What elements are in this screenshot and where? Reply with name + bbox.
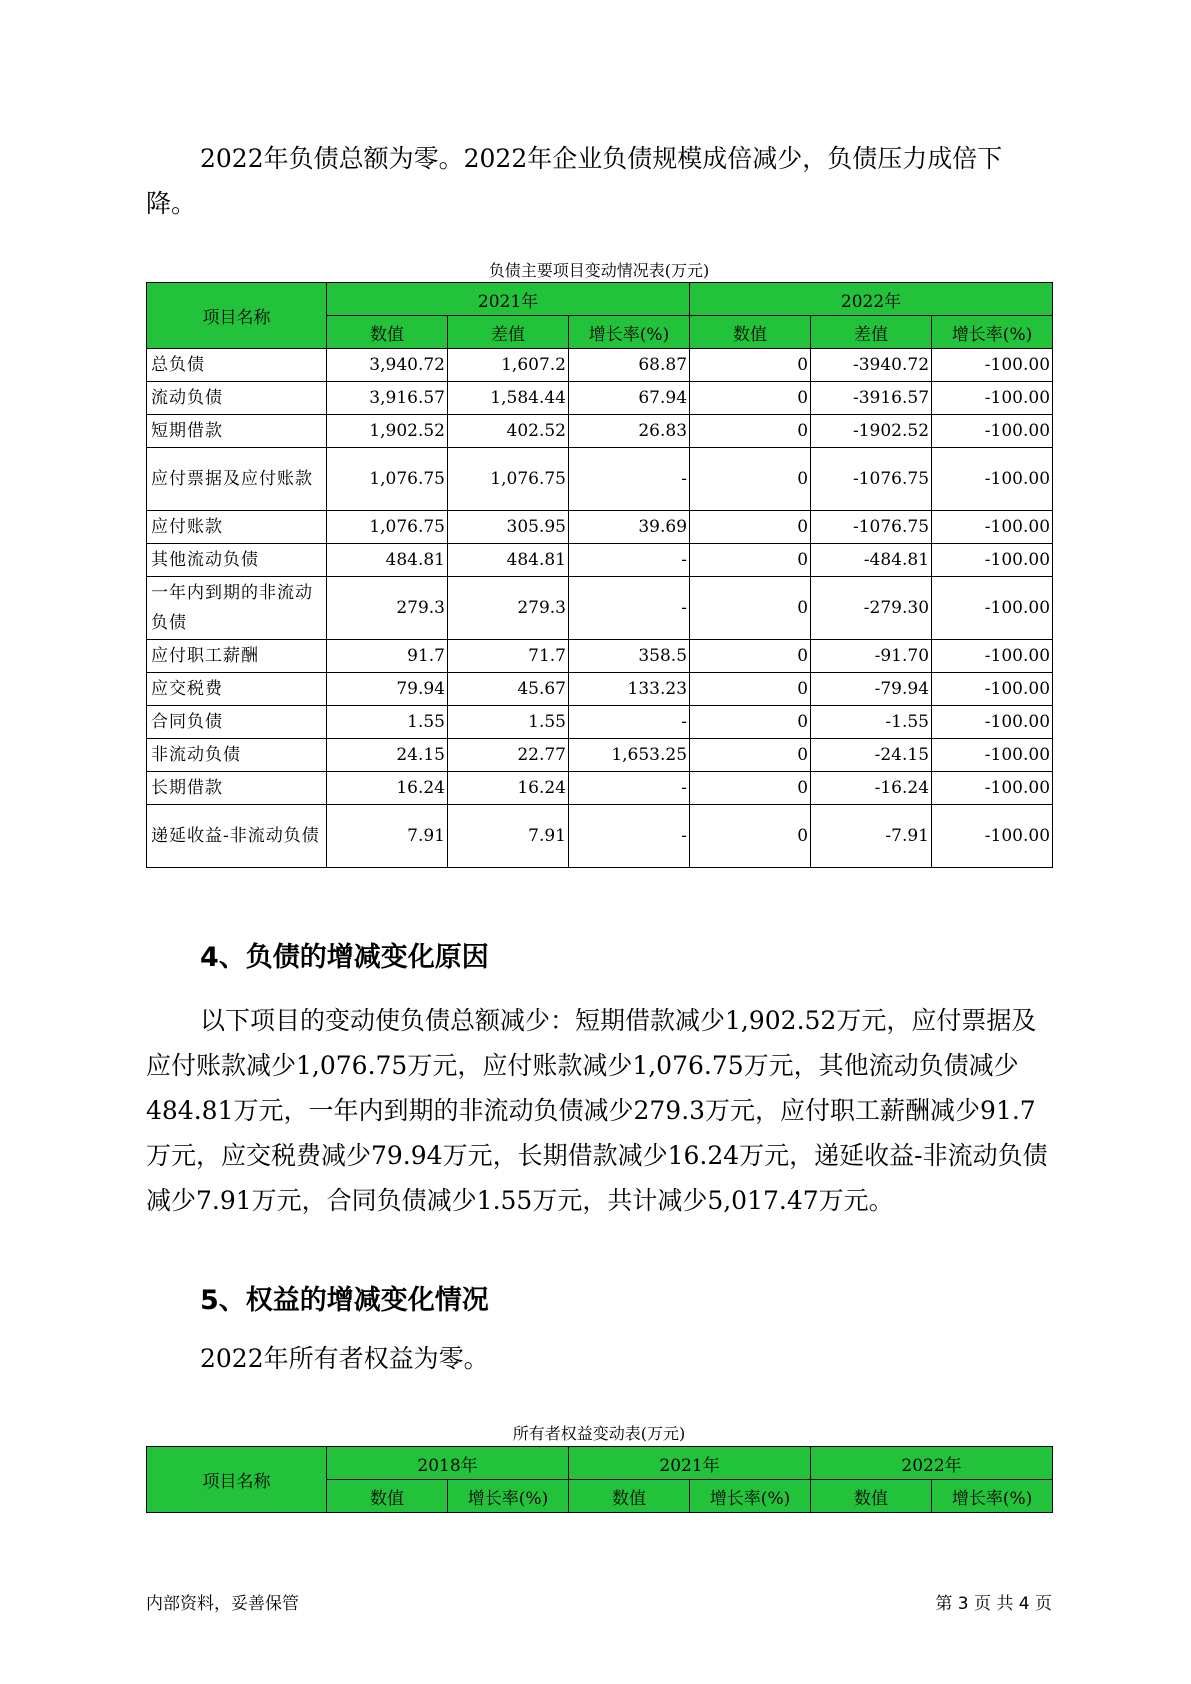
table-row <box>147 772 1053 805</box>
sub-header: 数值 <box>327 316 448 349</box>
sub-header: 差值 <box>811 316 932 349</box>
table-cell: - <box>569 577 690 640</box>
section-5-body: 2022年所有者权益为零。 <box>200 1344 489 1373</box>
table-cell: 0 <box>690 349 811 382</box>
table-cell: - <box>569 772 690 805</box>
row-item-name: 应交税费 <box>147 673 327 706</box>
sub-header: 差值 <box>448 316 569 349</box>
table-cell: 0 <box>690 739 811 772</box>
section-5-heading: 5、权益的增减变化情况 <box>200 1285 489 1316</box>
row-item-name: 其他流动负债 <box>147 544 327 577</box>
table-cell: -100.00 <box>932 577 1053 640</box>
footer-page-number: 第 3 页 共 4 页 <box>935 1594 1052 1614</box>
sub-header: 增长率(%) <box>932 1480 1053 1513</box>
table-row <box>147 805 1053 868</box>
table-cell: -100.00 <box>932 640 1053 673</box>
table-cell: -100.00 <box>932 805 1053 868</box>
table-cell: 79.94 <box>327 673 448 706</box>
table-cell: -100.00 <box>932 544 1053 577</box>
table-cell: 16.24 <box>448 772 569 805</box>
table-cell: - <box>569 448 690 511</box>
year-header-2018: 2018年 <box>327 1447 569 1480</box>
table-cell: - <box>569 544 690 577</box>
table-cell: 1,076.75 <box>327 448 448 511</box>
table-cell: 484.81 <box>448 544 569 577</box>
row-item-name: 合同负债 <box>147 706 327 739</box>
table-row <box>147 382 1053 415</box>
item-name-header: 项目名称 <box>147 283 327 349</box>
table-cell: -1.55 <box>811 706 932 739</box>
table-cell: 45.67 <box>448 673 569 706</box>
table-cell: -100.00 <box>932 739 1053 772</box>
row-item-name: 短期借款 <box>147 415 327 448</box>
table-cell: 7.91 <box>448 805 569 868</box>
sub-header: 增长率(%) <box>448 1480 569 1513</box>
table-cell: -1902.52 <box>811 415 932 448</box>
table-row <box>147 577 1053 640</box>
table-cell: -100.00 <box>932 706 1053 739</box>
table-cell: 133.23 <box>569 673 690 706</box>
table-cell: -3940.72 <box>811 349 932 382</box>
liability-table <box>146 282 1053 868</box>
table-cell: -484.81 <box>811 544 932 577</box>
table-cell: 0 <box>690 544 811 577</box>
year-header-2022: 2022年 <box>690 283 1053 316</box>
sub-header: 增长率(%) <box>569 316 690 349</box>
table-row <box>147 448 1053 511</box>
table-cell: 71.7 <box>448 640 569 673</box>
table-cell: 16.24 <box>327 772 448 805</box>
table-cell: -100.00 <box>932 415 1053 448</box>
table-cell: 67.94 <box>569 382 690 415</box>
table-cell: 358.5 <box>569 640 690 673</box>
row-item-name: 一年内到期的非流动负债 <box>147 577 327 640</box>
row-item-name: 应付账款 <box>147 511 327 544</box>
table-cell: 1,653.25 <box>569 739 690 772</box>
table-cell: 91.7 <box>327 640 448 673</box>
table-cell: 0 <box>690 511 811 544</box>
table-cell: 0 <box>690 640 811 673</box>
section-4-heading: 4、负债的增减变化原因 <box>200 942 489 973</box>
table-cell: -7.91 <box>811 805 932 868</box>
table-cell: 1,902.52 <box>327 415 448 448</box>
sub-header: 数值 <box>569 1480 690 1513</box>
table-row <box>147 673 1053 706</box>
table-cell: 24.15 <box>327 739 448 772</box>
table-cell: -100.00 <box>932 349 1053 382</box>
sub-header: 数值 <box>327 1480 448 1513</box>
table-row <box>147 544 1053 577</box>
table-cell: 0 <box>690 805 811 868</box>
equity-table-caption: 所有者权益变动表(万元) <box>512 1424 686 1443</box>
table-cell: 402.52 <box>448 415 569 448</box>
table-cell: 26.83 <box>569 415 690 448</box>
table-cell: 1,607.2 <box>448 349 569 382</box>
section-4-body: 以下项目的变动使负债总额减少：短期借款减少1,902.52万元，应付票据及应付账款减少1,076.75万元，应付账款减少1,076.75万元，其他流动负债减少484.81万元，一年内到期的非流动负债减少279.3万元，应付职工薪酬减少91.7万元，应交税费减少79.94万元，长期借款减少16.24万元，递延收益-非流动负债减少7.91万元，合同负债减少1.55万元，共计减少5,017.47万元。 <box>146 1006 1048 1215</box>
intro-paragraph: 2022年负债总额为零。2022年企业负债规模成倍减少，负债压力成倍下降。 <box>146 144 1003 218</box>
table-cell: 0 <box>690 706 811 739</box>
table-cell: 0 <box>690 577 811 640</box>
table-cell: 7.91 <box>327 805 448 868</box>
table-cell: 1,584.44 <box>448 382 569 415</box>
table-cell: -100.00 <box>932 772 1053 805</box>
table-cell: 22.77 <box>448 739 569 772</box>
table-cell: - <box>569 706 690 739</box>
row-item-name: 应付职工薪酬 <box>147 640 327 673</box>
table-cell: -91.70 <box>811 640 932 673</box>
table-cell: -3916.57 <box>811 382 932 415</box>
table-row <box>147 739 1053 772</box>
liability-table-caption: 负债主要项目变动情况表(万元) <box>488 261 710 280</box>
table-row <box>147 349 1053 382</box>
table-cell: -100.00 <box>932 448 1053 511</box>
table-row <box>147 706 1053 739</box>
table-cell: - <box>569 805 690 868</box>
table-cell: 39.69 <box>569 511 690 544</box>
sub-header: 数值 <box>811 1480 932 1513</box>
row-item-name: 总负债 <box>147 349 327 382</box>
table-cell: 1,076.75 <box>327 511 448 544</box>
year-header-2022: 2022年 <box>811 1447 1053 1480</box>
table-cell: 0 <box>690 382 811 415</box>
item-name-header: 项目名称 <box>147 1447 327 1513</box>
sub-header: 数值 <box>690 316 811 349</box>
table-cell: 3,916.57 <box>327 382 448 415</box>
row-item-name: 长期借款 <box>147 772 327 805</box>
table-cell: -24.15 <box>811 739 932 772</box>
table-cell: 279.3 <box>327 577 448 640</box>
table-cell: 0 <box>690 415 811 448</box>
equity-table <box>146 1446 1053 1513</box>
table-cell: 1.55 <box>448 706 569 739</box>
table-cell: 68.87 <box>569 349 690 382</box>
row-item-name: 递延收益-非流动负债 <box>147 805 327 868</box>
row-item-name: 非流动负债 <box>147 739 327 772</box>
table-cell: 0 <box>690 673 811 706</box>
sub-header: 增长率(%) <box>932 316 1053 349</box>
table-cell: 3,940.72 <box>327 349 448 382</box>
table-cell: -79.94 <box>811 673 932 706</box>
table-cell: 1.55 <box>327 706 448 739</box>
table-row <box>147 511 1053 544</box>
table-cell: -100.00 <box>932 511 1053 544</box>
sub-header: 增长率(%) <box>690 1480 811 1513</box>
table-cell: -100.00 <box>932 673 1053 706</box>
liability-table-body <box>147 349 1053 868</box>
table-cell: 0 <box>690 772 811 805</box>
year-header-2021: 2021年 <box>569 1447 811 1480</box>
table-row <box>147 415 1053 448</box>
table-cell: -1076.75 <box>811 448 932 511</box>
table-cell: 484.81 <box>327 544 448 577</box>
table-cell: -100.00 <box>932 382 1053 415</box>
footer-confidential-note: 内部资料，妥善保管 <box>146 1594 299 1614</box>
table-cell: 1,076.75 <box>448 448 569 511</box>
row-item-name: 流动负债 <box>147 382 327 415</box>
row-item-name: 应付票据及应付账款 <box>147 448 327 511</box>
table-cell: -16.24 <box>811 772 932 805</box>
table-cell: 279.3 <box>448 577 569 640</box>
table-cell: -1076.75 <box>811 511 932 544</box>
year-header-2021: 2021年 <box>327 283 690 316</box>
table-cell: 305.95 <box>448 511 569 544</box>
table-cell: -279.30 <box>811 577 932 640</box>
table-cell: 0 <box>690 448 811 511</box>
table-row <box>147 640 1053 673</box>
